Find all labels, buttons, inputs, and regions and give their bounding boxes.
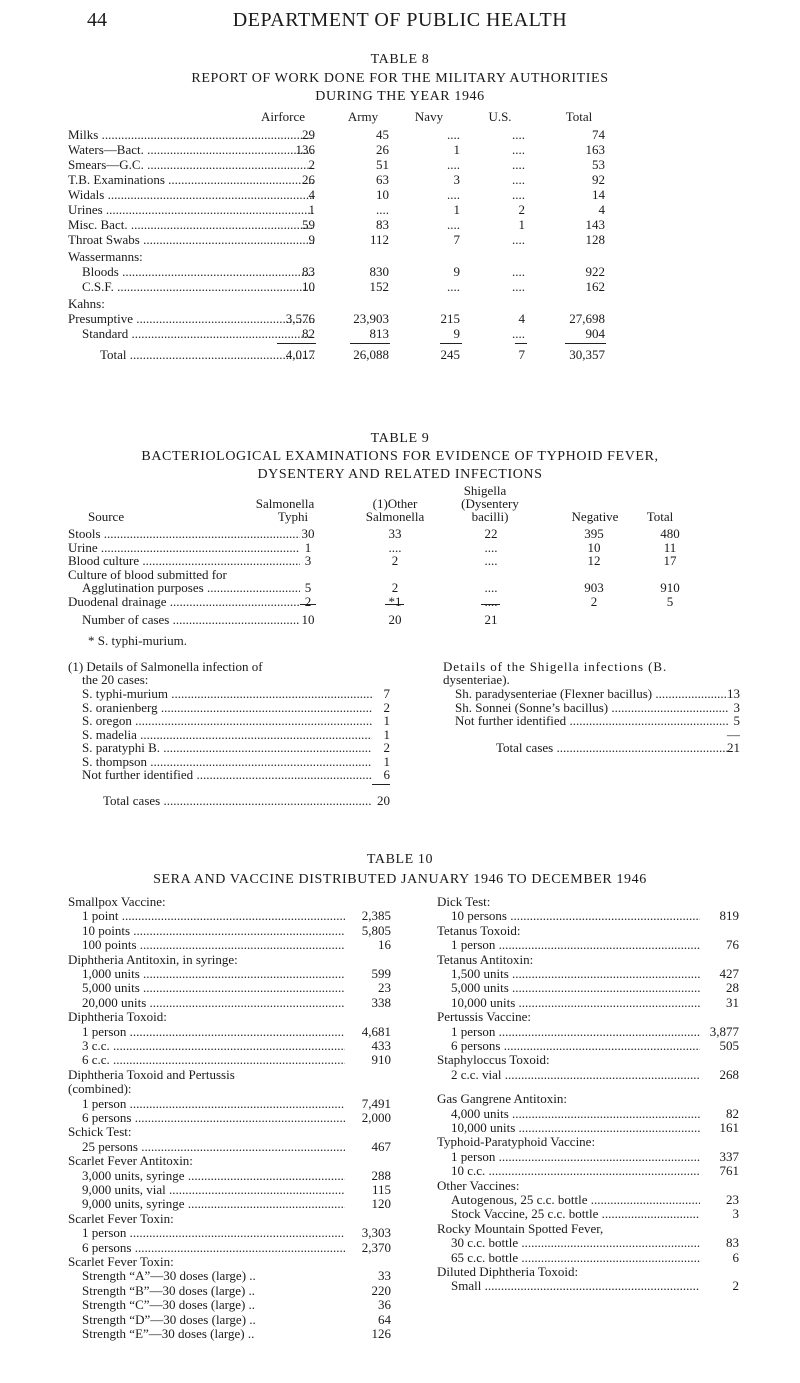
table8-row-heading: Kahns: bbox=[68, 297, 105, 311]
table10-left-value: 288 bbox=[371, 1167, 391, 1183]
table10-left-label: Strength “B”—30 doses (large) .. bbox=[82, 1283, 256, 1298]
table10-title: SERA AND VACCINE DISTRIBUTED JANUARY 1946 TO DECEMBER 1946 bbox=[153, 872, 647, 887]
table8-cell: .... bbox=[512, 232, 525, 247]
table8-row-label: Misc. Bact. ..... bbox=[68, 218, 314, 232]
table9-cell: 5 bbox=[666, 593, 674, 609]
table8-row-label: C.S.F. ..... bbox=[82, 280, 314, 294]
table9-total-rule bbox=[300, 604, 316, 605]
table10-left-label: 1 person ..... bbox=[82, 1025, 345, 1039]
table9-cell: .... bbox=[484, 593, 498, 609]
table10-right-heading: Other Vaccines: bbox=[437, 1178, 520, 1193]
table10-left-label: 1,000 units ..... bbox=[82, 967, 345, 981]
table8-cell: .... bbox=[512, 187, 525, 202]
table9-col-salmonella: Salmonella bbox=[255, 496, 315, 511]
table10-right-label: Stock Vaccine, 25 c.c. bottle ..... bbox=[451, 1207, 700, 1221]
table10-right-label: 10 persons ..... bbox=[451, 909, 700, 923]
table9-col-other: Salmonella bbox=[365, 509, 425, 524]
table9-row-heading: Culture of blood submitted for bbox=[68, 567, 227, 582]
table8-row-label: Waters—Bact. ..... bbox=[68, 143, 314, 157]
table8-cell: 2 bbox=[308, 157, 315, 172]
table10-left-label: 3 c.c. ..... bbox=[82, 1039, 345, 1053]
shigella-detail-label: Sh. Sonnei (Sonne’s bacillus) ..... bbox=[455, 701, 728, 715]
table10-left-heading: Diphtheria Toxoid and Pertussis bbox=[68, 1067, 235, 1082]
table10-left-heading: (combined): bbox=[68, 1082, 132, 1097]
table10-right-heading: Gas Gangrene Antitoxin: bbox=[437, 1092, 567, 1107]
table10-right-value: 82 bbox=[726, 1105, 739, 1121]
table8-total-rule bbox=[350, 343, 390, 344]
shigella-details-title: dysenteriae). bbox=[443, 672, 510, 687]
table10-left-label: 10 points ..... bbox=[82, 924, 345, 938]
table10-right-label: 4,000 units ..... bbox=[451, 1107, 700, 1121]
table8-cell: 2 bbox=[518, 202, 525, 217]
table8-total-cell: 245 bbox=[440, 347, 460, 362]
table10-right-value: 6 bbox=[732, 1249, 739, 1265]
table9-cell: 17 bbox=[663, 553, 677, 568]
table8-cell: 82 bbox=[302, 326, 315, 341]
table8-col-header: U.S. bbox=[488, 109, 512, 124]
table9-cases-label: Number of cases ..... bbox=[82, 613, 300, 627]
table8-cell: .... bbox=[447, 187, 460, 202]
table10-right-value: 3 bbox=[732, 1206, 739, 1222]
shigella-detail-label: Sh. paradysenteriae (Flexner bacillus) ..... bbox=[455, 687, 728, 701]
table9-col-total: Total bbox=[646, 509, 674, 524]
table8-cell: 904 bbox=[585, 326, 605, 341]
table8-cell: 45 bbox=[376, 127, 389, 142]
shigella-detail-value: 5 bbox=[733, 713, 740, 728]
table8-cell: 4 bbox=[518, 311, 525, 326]
table8-cell: 143 bbox=[585, 217, 605, 232]
table10-left-value: 120 bbox=[371, 1196, 391, 1212]
table8-cell: 3 bbox=[453, 172, 460, 187]
table8-cell: 1 bbox=[453, 202, 460, 217]
table9-title-line2: DYSENTERY AND RELATED INFECTIONS bbox=[257, 467, 543, 482]
table10-left-label: 6 persons ..... bbox=[82, 1241, 345, 1255]
table9-col-source: Source bbox=[88, 509, 125, 524]
salmonella-total-value: 20 bbox=[377, 793, 390, 808]
table8-total-rule bbox=[440, 343, 462, 344]
table10-right-value: 28 bbox=[726, 980, 739, 996]
table8-row-label: T.B. Examinations ..... bbox=[68, 173, 314, 187]
table9-cell: 22 bbox=[484, 526, 498, 541]
table9-cell: 10 bbox=[587, 539, 601, 555]
table8-title-line2: DURING THE YEAR 1946 bbox=[315, 89, 485, 104]
table10-left-label: Strength “D”—30 doses (large) .. bbox=[82, 1312, 256, 1327]
table10-right-heading: Dick Test: bbox=[437, 895, 491, 909]
table10-right-label: 5,000 units ..... bbox=[451, 981, 700, 995]
table10-left-label: Strength “C”—30 doses (large) .. bbox=[82, 1298, 256, 1313]
table10-left-label: 100 points ..... bbox=[82, 938, 345, 952]
table10-right-value: 819 bbox=[719, 908, 739, 924]
table9-row-label: Agglutination purposes ..... bbox=[82, 581, 300, 595]
table8-row-label: Widals ..... bbox=[68, 188, 314, 202]
table10-right-label: 10,000 units ..... bbox=[451, 996, 700, 1010]
table8-cell: .... bbox=[512, 264, 525, 279]
table10-left-heading: Diphtheria Antitoxin, in syringe: bbox=[68, 952, 238, 967]
table8-cell: .... bbox=[512, 127, 525, 142]
table8-cell: 59 bbox=[302, 217, 315, 232]
table10-left-value: 2,370 bbox=[361, 1239, 391, 1255]
table8-cell: 29 bbox=[302, 127, 315, 142]
table10-right-heading: Tetanus Antitoxin: bbox=[437, 952, 534, 967]
table9-cell: 480 bbox=[660, 526, 680, 541]
salmonella-detail-label: S. paratyphi B. ..... bbox=[82, 741, 372, 755]
table10-left-value: 599 bbox=[371, 966, 391, 981]
table9-cell: 910 bbox=[660, 580, 680, 595]
table9-footnote: * S. typhi-murium. bbox=[88, 633, 187, 648]
table10-right-heading: Staphyloccus Toxoid: bbox=[437, 1053, 550, 1068]
salmonella-detail-value: 1 bbox=[383, 753, 390, 769]
table10-left-label: 9,000 units, syringe ..... bbox=[82, 1197, 345, 1211]
table8-cell: 63 bbox=[376, 172, 389, 187]
table10-left-label: 3,000 units, syringe ..... bbox=[82, 1169, 345, 1183]
table8-cell: 4 bbox=[598, 202, 605, 217]
table10-left-value: 2,000 bbox=[361, 1110, 391, 1125]
table10-left-value: 23 bbox=[378, 980, 391, 996]
table10-left-value: 64 bbox=[378, 1311, 391, 1327]
table8-cell: 1 bbox=[518, 217, 525, 232]
table9-row-label: Urine ..... bbox=[68, 541, 300, 555]
table8-cell: 163 bbox=[585, 142, 605, 157]
table8-cell: .... bbox=[447, 279, 460, 294]
table8-cell: 3,576 bbox=[285, 311, 315, 326]
table10-right-label: 1 person ..... bbox=[451, 1150, 700, 1164]
table8-total-rule bbox=[515, 343, 527, 344]
table10-right-label: 1 person ..... bbox=[451, 1025, 700, 1039]
table9-cases-cell: 21 bbox=[484, 612, 498, 627]
table8-cell: 10 bbox=[376, 187, 389, 202]
table9-col-negative: Negative bbox=[571, 509, 619, 524]
table9-cell: 2 bbox=[590, 593, 598, 609]
table8-cell: .... bbox=[512, 326, 525, 341]
table8-cell: 136 bbox=[295, 142, 315, 157]
table8-cell: 813 bbox=[369, 326, 389, 341]
table9-cases-cell: 10 bbox=[301, 612, 315, 627]
table8-total-rule bbox=[277, 343, 316, 344]
table10-right-value: 337 bbox=[719, 1148, 739, 1164]
table8-cell: .... bbox=[447, 157, 460, 172]
table8-cell: .... bbox=[512, 157, 525, 172]
table8-total-label: Total ..... bbox=[100, 348, 314, 362]
salmonella-detail-label: S. typhi-murium ..... bbox=[82, 687, 372, 701]
table9-cell: 12 bbox=[587, 553, 601, 568]
table8-cell: .... bbox=[512, 172, 525, 187]
table10-right-label: Autogenous, 25 c.c. bottle ..... bbox=[451, 1193, 700, 1207]
table10-left-value: 115 bbox=[371, 1182, 391, 1197]
table8-col-header: Airforce bbox=[260, 109, 306, 124]
table8-col-header: Navy bbox=[414, 109, 444, 124]
table10-right-value: 31 bbox=[726, 994, 739, 1010]
shigella-total-value: 21 bbox=[727, 740, 740, 755]
table10-right-value: 2 bbox=[732, 1278, 739, 1294]
table9-col-shigella: Shigella bbox=[463, 483, 507, 498]
table9-cell: .... bbox=[484, 539, 498, 555]
table8-cell: 1 bbox=[308, 202, 315, 217]
table8-cell: 922 bbox=[585, 264, 605, 279]
table10-right-label: 6 persons ..... bbox=[451, 1039, 700, 1053]
table9-row-label: Stools ..... bbox=[68, 527, 300, 541]
table9-cell: .... bbox=[484, 553, 498, 568]
table8-cell: 4 bbox=[308, 187, 315, 202]
table10-left-label: 5,000 units ..... bbox=[82, 981, 345, 995]
table9-cell: 33 bbox=[388, 526, 402, 541]
table9-cell: 30 bbox=[301, 526, 315, 541]
table8-cell: 27,698 bbox=[569, 311, 605, 326]
table10-left-value: 4,681 bbox=[361, 1023, 391, 1039]
table8-cell: 128 bbox=[585, 232, 605, 247]
table10-right-label: 2 c.c. vial ..... bbox=[451, 1068, 700, 1082]
table9-row-label: Blood culture ..... bbox=[68, 554, 300, 568]
table8-cell: 162 bbox=[585, 279, 605, 294]
table10-left-value: 126 bbox=[371, 1326, 391, 1341]
table9-cell: .... bbox=[388, 539, 402, 555]
table10-right-label: 1 person ..... bbox=[451, 938, 700, 952]
table10-left-heading: Diphtheria Toxoid: bbox=[68, 1010, 167, 1025]
table10-right-value: 23 bbox=[726, 1192, 739, 1208]
table9-cases-cell: 20 bbox=[388, 612, 402, 627]
table8-cell: .... bbox=[447, 127, 460, 142]
table9-col-salmonella: Typhi bbox=[277, 509, 309, 524]
salmonella-total-rule bbox=[372, 784, 390, 785]
table8-cell: .... bbox=[512, 142, 525, 157]
table9-cell: 903 bbox=[584, 580, 604, 595]
table10-right-heading: Typhoid-Paratyphoid Vaccine: bbox=[437, 1135, 596, 1150]
table8-col-header: Total bbox=[565, 109, 593, 124]
table8-cell: 26 bbox=[376, 142, 389, 157]
table9-cell: *1 bbox=[388, 593, 402, 609]
shigella-detail-label: Not further identified ..... bbox=[455, 714, 728, 728]
table8-cell: 51 bbox=[376, 157, 389, 172]
table9-total-rule bbox=[481, 604, 500, 605]
table8-cell: 7 bbox=[453, 232, 460, 247]
salmonella-details-title: the 20 cases: bbox=[82, 672, 149, 687]
table10-right-heading: Pertussis Vaccine: bbox=[437, 1010, 531, 1025]
salmonella-detail-value: 2 bbox=[383, 740, 390, 755]
table8-cell: 26 bbox=[302, 172, 315, 187]
salmonella-detail-label: S. madelia ..... bbox=[82, 728, 372, 742]
table8-row-label: Presumptive ..... bbox=[68, 312, 314, 326]
page-number: 44 bbox=[87, 9, 107, 31]
table10-right-heading: Rocky Mountain Spotted Fever, bbox=[437, 1221, 604, 1236]
shigella-total-label: Total cases ..... bbox=[496, 741, 728, 755]
salmonella-detail-value: 1 bbox=[383, 726, 390, 742]
table10-left-heading: Scarlet Fever Toxin: bbox=[68, 1255, 174, 1269]
salmonella-detail-value: 7 bbox=[383, 686, 390, 701]
table9-col-shigella: bacilli) bbox=[471, 509, 509, 524]
table8-cell: .... bbox=[512, 279, 525, 294]
table10-left-label: 6 c.c. ..... bbox=[82, 1053, 345, 1067]
table10-left-value: 910 bbox=[371, 1052, 391, 1068]
table8-row-label: Smears—G.C. ..... bbox=[68, 158, 314, 172]
table8-row-heading: Wassermanns: bbox=[68, 250, 143, 264]
table10-left-value: 2,385 bbox=[361, 908, 391, 924]
table10-right-label: 1,500 units ..... bbox=[451, 967, 700, 981]
table8-cell: .... bbox=[447, 217, 460, 232]
table8-title-line1: REPORT OF WORK DONE FOR THE MILITARY AUTHORITIES bbox=[191, 71, 609, 86]
table10-left-value: 36 bbox=[378, 1297, 391, 1313]
table10-left-label: 6 persons ..... bbox=[82, 1111, 345, 1125]
table10-left-value: 16 bbox=[378, 937, 391, 953]
table10-right-heading: Diluted Diphtheria Toxoid: bbox=[437, 1265, 579, 1280]
table10-left-label: 1 person ..... bbox=[82, 1097, 345, 1111]
salmonella-detail-label: S. oregon ..... bbox=[82, 714, 372, 728]
table8-cell: 830 bbox=[369, 264, 389, 279]
table8-cell: 92 bbox=[592, 172, 605, 187]
table9-cell: .... bbox=[484, 580, 498, 595]
table8-total-cell: 4,017 bbox=[285, 347, 315, 362]
table10-right-value: 761 bbox=[719, 1163, 739, 1179]
table10-right-value: 76 bbox=[726, 937, 739, 953]
table10-right-label: 30 c.c. bottle ..... bbox=[451, 1236, 700, 1250]
table8-cell: 9 bbox=[308, 232, 315, 247]
table10-left-heading: Scarlet Fever Toxin: bbox=[68, 1211, 174, 1226]
table8-cell: 10 bbox=[302, 279, 315, 294]
table10-right-label: 65 c.c. bottle ..... bbox=[451, 1251, 700, 1265]
table8-cell: 215 bbox=[440, 311, 460, 326]
table10-left-heading: Scarlet Fever Antitoxin: bbox=[68, 1154, 193, 1169]
table9-cell: 1 bbox=[304, 539, 312, 555]
table10-left-value: 33 bbox=[378, 1268, 391, 1284]
table8-cell: 83 bbox=[302, 264, 315, 279]
salmonella-total-label: Total cases ..... bbox=[103, 794, 372, 808]
table8-row-label: Throat Swabs ..... bbox=[68, 233, 314, 247]
table8-cell: 53 bbox=[592, 157, 605, 172]
table10-right-value: 427 bbox=[719, 966, 739, 981]
table9-cell: 3 bbox=[304, 553, 312, 568]
table9-cell: 2 bbox=[391, 580, 399, 595]
page-header: DEPARTMENT OF PUBLIC HEALTH bbox=[232, 9, 568, 31]
table10-left-value: 3,303 bbox=[361, 1225, 391, 1241]
table10-left-value: 338 bbox=[371, 994, 391, 1010]
table8-cell: .... bbox=[376, 202, 389, 217]
salmonella-details-title: (1) Details of Salmonella infection of bbox=[68, 659, 263, 674]
salmonella-detail-value: 1 bbox=[383, 713, 390, 728]
table10-right-value: 505 bbox=[719, 1038, 739, 1053]
table8-cell: 1 bbox=[453, 142, 460, 157]
table8-total-cell: 7 bbox=[518, 347, 525, 362]
table9-cell: 2 bbox=[304, 593, 312, 609]
table10-left-value: 433 bbox=[371, 1038, 391, 1053]
table10-left-label: 9,000 units, vial ..... bbox=[82, 1183, 345, 1197]
table10-left-label: 20,000 units ..... bbox=[82, 996, 345, 1010]
table8-total-rule bbox=[565, 343, 606, 344]
table8-row-label: Bloods ..... bbox=[82, 265, 314, 279]
table10-left-heading: Schick Test: bbox=[68, 1125, 132, 1140]
shigella-dash: — bbox=[727, 726, 740, 742]
table9-col-shigella: (Dysentery bbox=[461, 496, 519, 511]
table10-right-heading: Tetanus Toxoid: bbox=[437, 923, 521, 938]
table10-right-value: 268 bbox=[719, 1066, 739, 1082]
salmonella-detail-label: Not further identified ..... bbox=[82, 768, 372, 782]
table8-total-cell: 30,357 bbox=[569, 347, 605, 362]
table9-label: TABLE 9 bbox=[370, 431, 430, 446]
table10-left-value: 5,805 bbox=[361, 922, 391, 938]
table10-right-value: 161 bbox=[719, 1120, 739, 1136]
table8-row-label: Urines ..... bbox=[68, 203, 314, 217]
table10-left-label: Strength “A”—30 doses (large) .. bbox=[82, 1269, 256, 1284]
table8-cell: 9 bbox=[453, 326, 460, 341]
salmonella-detail-label: S. oranienberg ..... bbox=[82, 701, 372, 715]
table10-left-heading: Smallpox Vaccine: bbox=[68, 895, 166, 909]
table10-left-label: 25 persons ..... bbox=[82, 1140, 345, 1154]
table9-cell: 5 bbox=[304, 580, 312, 595]
table8-row-label: Standard ..... bbox=[82, 327, 314, 341]
table10-right-label: Small ..... bbox=[451, 1279, 700, 1293]
table9-cell: 2 bbox=[391, 553, 399, 568]
table8-label: TABLE 8 bbox=[370, 52, 430, 67]
table10-left-label: Strength “E”—30 doses (large) .. bbox=[82, 1327, 255, 1341]
table10-right-label: 10,000 units ..... bbox=[451, 1121, 700, 1135]
table8-row-label: Milks ..... bbox=[68, 128, 314, 142]
table9-cell: 11 bbox=[663, 539, 677, 555]
table10-right-value: 3,877 bbox=[709, 1023, 739, 1039]
table10-left-label: 1 person ..... bbox=[82, 1226, 345, 1240]
salmonella-detail-value: 6 bbox=[383, 767, 390, 782]
table10-left-label: 1 point ..... bbox=[82, 909, 345, 923]
table10-label: TABLE 10 bbox=[366, 852, 434, 867]
salmonella-detail-label: S. thompson ..... bbox=[82, 755, 372, 769]
table8-col-header: Army bbox=[347, 109, 379, 124]
table8-cell: 152 bbox=[369, 279, 389, 294]
table10-left-value: 467 bbox=[371, 1138, 391, 1154]
shigella-detail-value: 13 bbox=[727, 686, 740, 701]
table9-col-other: (1)Other bbox=[372, 496, 418, 511]
table9-row-label: Duodenal drainage ..... bbox=[68, 595, 300, 609]
table8-cell: 9 bbox=[453, 264, 460, 279]
table8-cell: 74 bbox=[592, 127, 605, 142]
table8-total-cell: 26,088 bbox=[353, 347, 389, 362]
shigella-details-title: Details of the Shigella infections (B. bbox=[443, 659, 668, 674]
table8-cell: 14 bbox=[592, 187, 605, 202]
table8-cell: 112 bbox=[369, 232, 389, 247]
table10-right-value: 83 bbox=[726, 1235, 739, 1251]
table10-left-value: 220 bbox=[371, 1282, 391, 1298]
table9-cell: 395 bbox=[584, 526, 604, 541]
table8-cell: 23,903 bbox=[353, 311, 389, 326]
salmonella-detail-value: 2 bbox=[383, 699, 390, 715]
table10-right-label: 10 c.c. ..... bbox=[451, 1164, 700, 1178]
table10-left-value: 7,491 bbox=[361, 1095, 391, 1111]
shigella-detail-value: 3 bbox=[733, 699, 740, 715]
table8-cell: 83 bbox=[376, 217, 389, 232]
table9-title-line1: BACTERIOLOGICAL EXAMINATIONS FOR EVIDENCE OF TYPHOID FEVER, bbox=[141, 449, 659, 464]
table9-total-rule bbox=[385, 604, 404, 605]
